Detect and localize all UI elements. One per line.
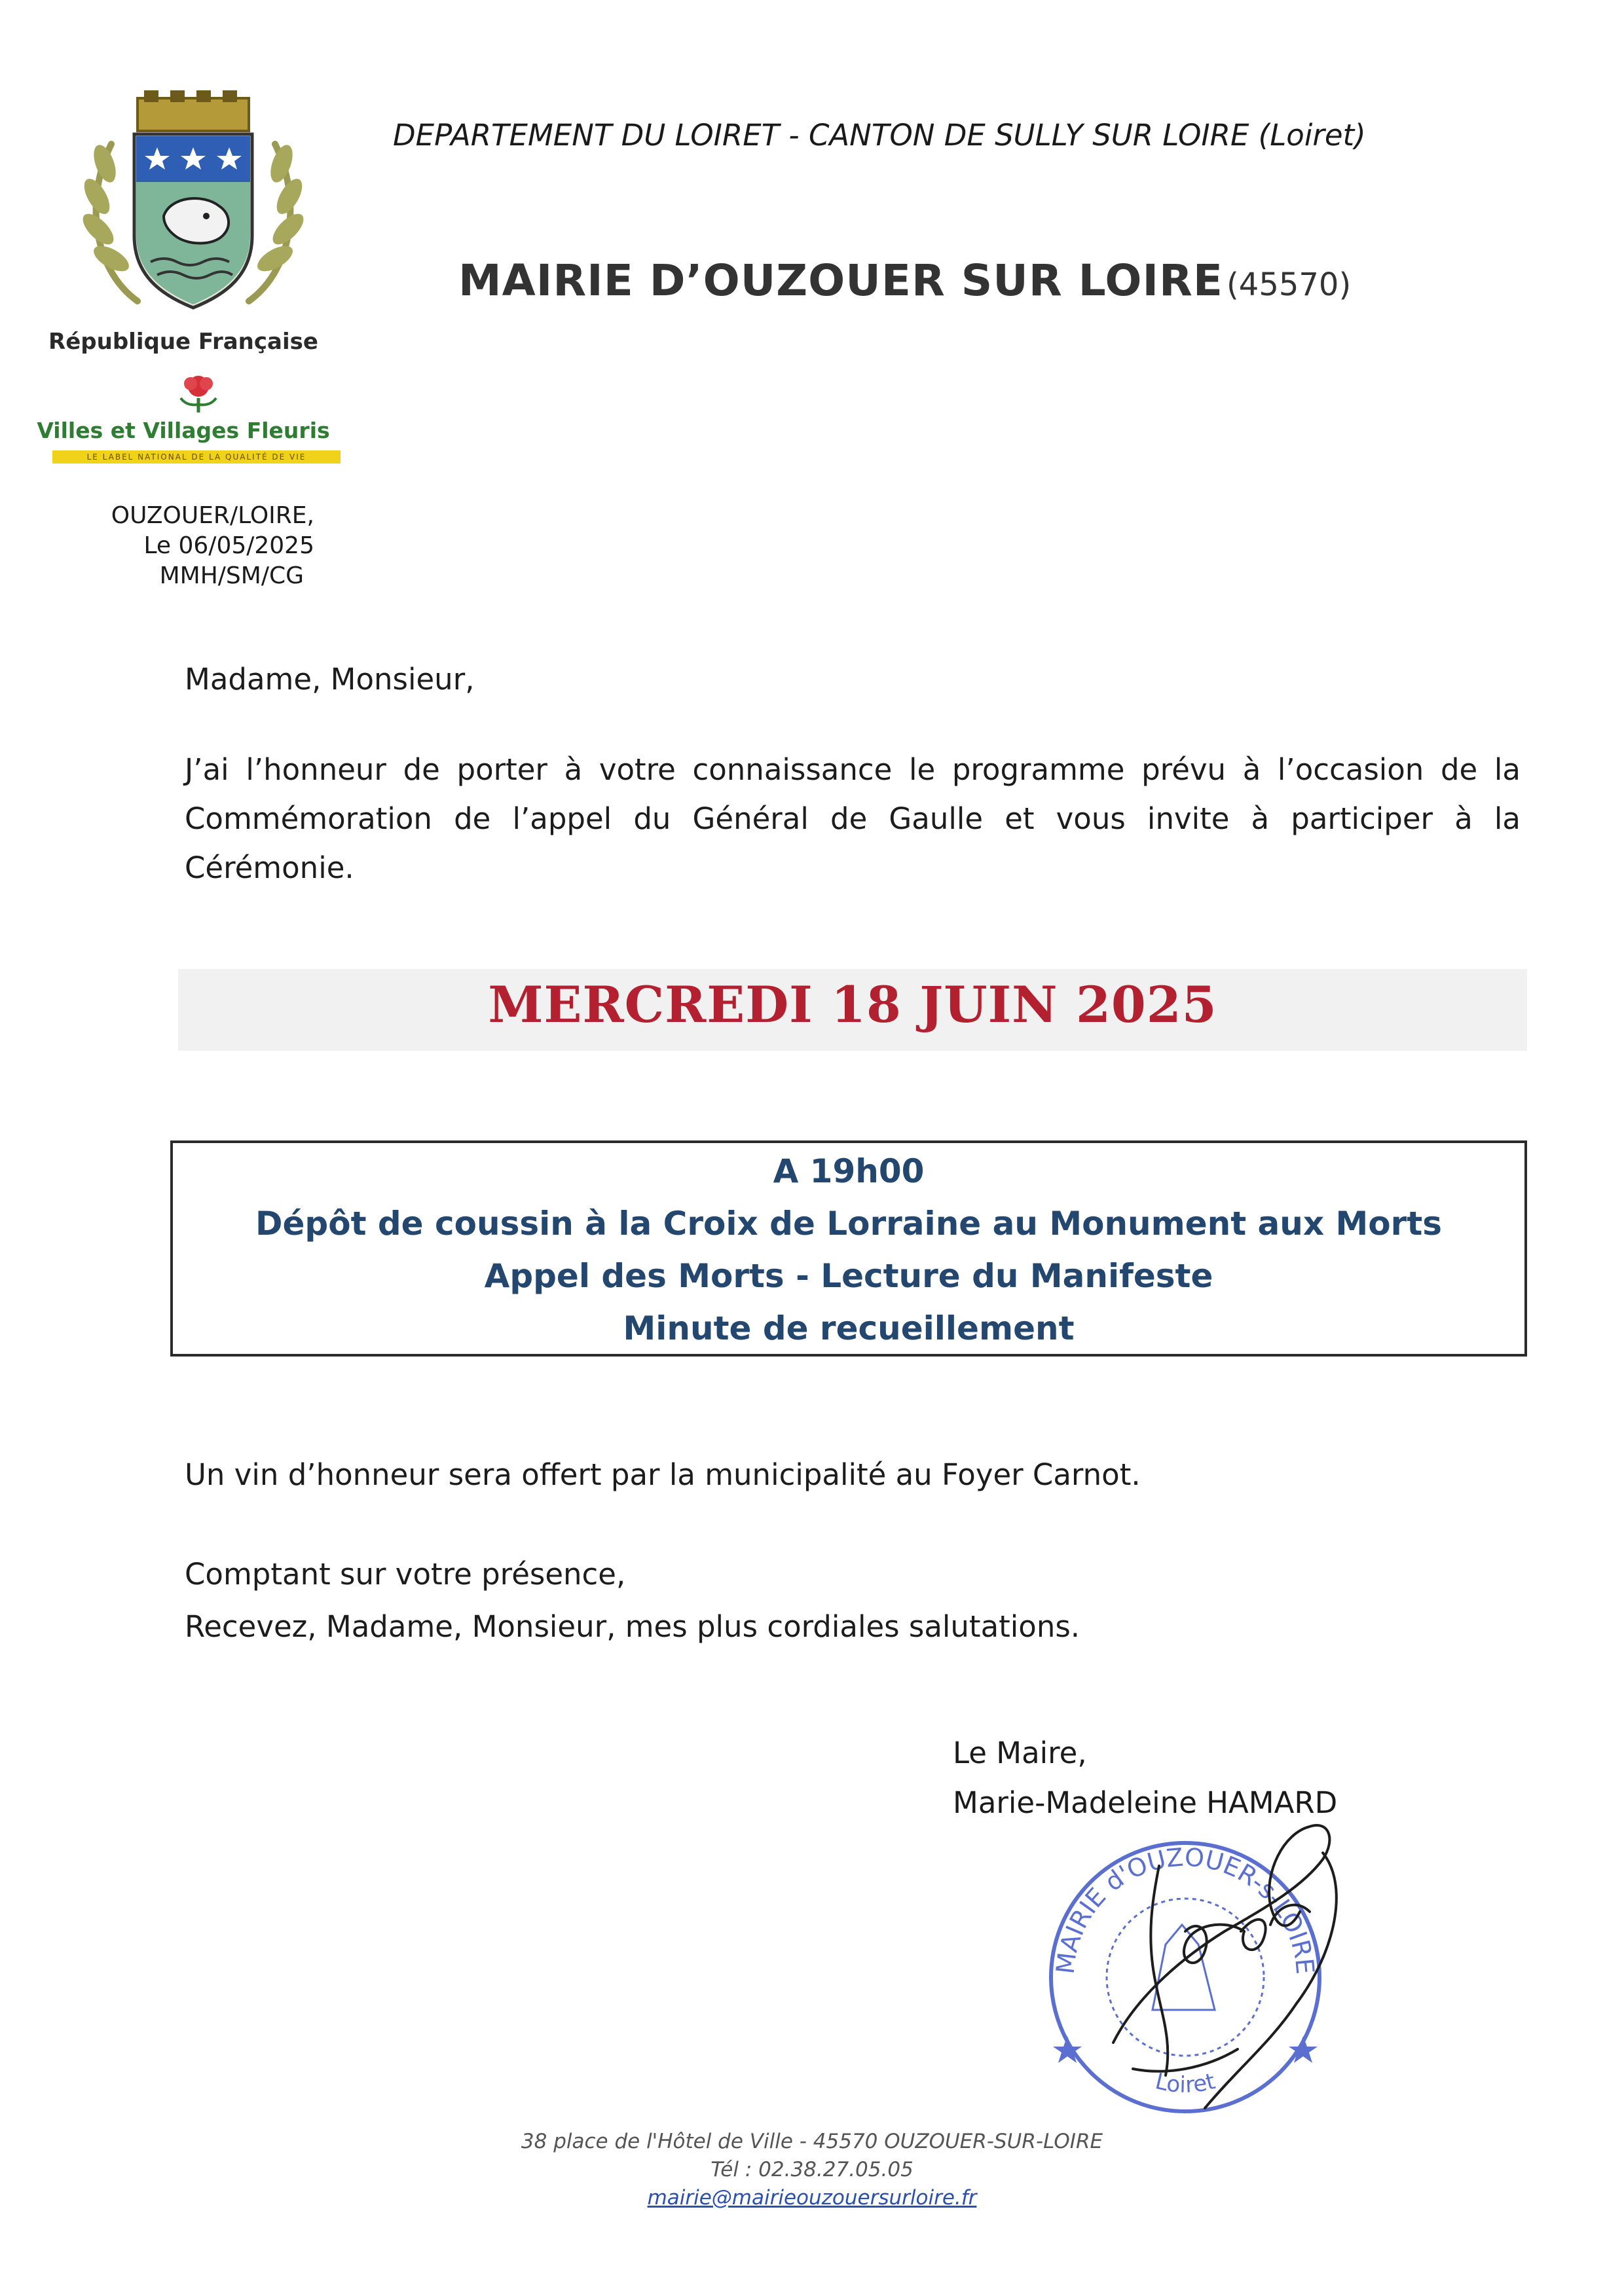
programme-item: Dépôt de coussin à la Croix de Lorraine au Monument aux Morts	[255, 1205, 1442, 1243]
signatory-title: Le Maire,	[953, 1736, 1087, 1770]
intro-paragraph: J’ai l’honneur de porter à votre connaissance le programme prévu à l’occasion de la Commémoration de l’appel du Général de Gaulle et vous invite à participer à la Cérémonie.	[185, 752, 1521, 885]
department-line: DEPARTEMENT DU LOIRET - CANTON DE SULLY SUR LOIRE (Loiret)	[393, 118, 1366, 153]
postal-code: (45570)	[1227, 266, 1352, 303]
handwritten-signature	[1074, 1768, 1362, 2134]
republique-francaise-label: République Française	[48, 329, 318, 355]
mairie-name: MAIRIE D’OUZOUER SUR LOIRE	[458, 255, 1223, 306]
svg-text:MAIRIE d'OUZOUER-s-LOIRE: MAIRIE d'OUZOUER-s-LOIRE	[1050, 1842, 1320, 1976]
programme-time: A 19h00	[773, 1152, 925, 1190]
closing-line-2: Recevez, Madame, Monsieur, mes plus cordiales salutations.	[185, 1609, 1080, 1644]
closing-lines	[185, 1548, 1521, 1653]
flower-logo-icon	[169, 372, 228, 418]
letter-place: OUZOUER/LOIRE,	[111, 502, 314, 529]
footer-phone: Tél : 02.38.27.05.05	[710, 2158, 913, 2181]
vvf-tagline: LE LABEL NATIONAL DE LA QUALITÉ DE VIE	[52, 450, 341, 464]
footer-address: 38 place de l'Hôtel de Ville - 45570 OUZOUER-SUR-LOIRE	[521, 2130, 1103, 2153]
event-date: MERCREDI 18 JUIN 2025	[488, 975, 1217, 1034]
coat-of-arms-icon	[65, 85, 321, 321]
footer	[327, 2128, 1297, 2212]
salutation: Madame, Monsieur,	[185, 662, 475, 697]
programme-item: Minute de recueillement	[623, 1309, 1075, 1347]
svg-text:Loiret: Loiret	[1153, 2068, 1218, 2098]
footer-email-link[interactable]: mairie@mairieouzouersurloire.fr	[647, 2186, 977, 2210]
letter-date: Le 06/05/2025	[143, 532, 314, 559]
letter-reference-block	[26, 501, 314, 591]
letter-reference: MMH/SM/CG	[159, 562, 304, 589]
signatory-name: Marie-Madeleine HAMARD	[953, 1785, 1338, 1820]
programme-item: Appel des Morts - Lecture du Manifeste	[484, 1257, 1213, 1295]
reception-note: Un vin d’honneur sera offert par la municipalité au Foyer Carnot.	[185, 1457, 1141, 1492]
mairie-heading	[458, 255, 1506, 306]
villes-villages-fleuris-label: Villes et Villages Fleuris	[37, 418, 330, 443]
closing-line-1: Comptant sur votre présence,	[185, 1557, 626, 1592]
